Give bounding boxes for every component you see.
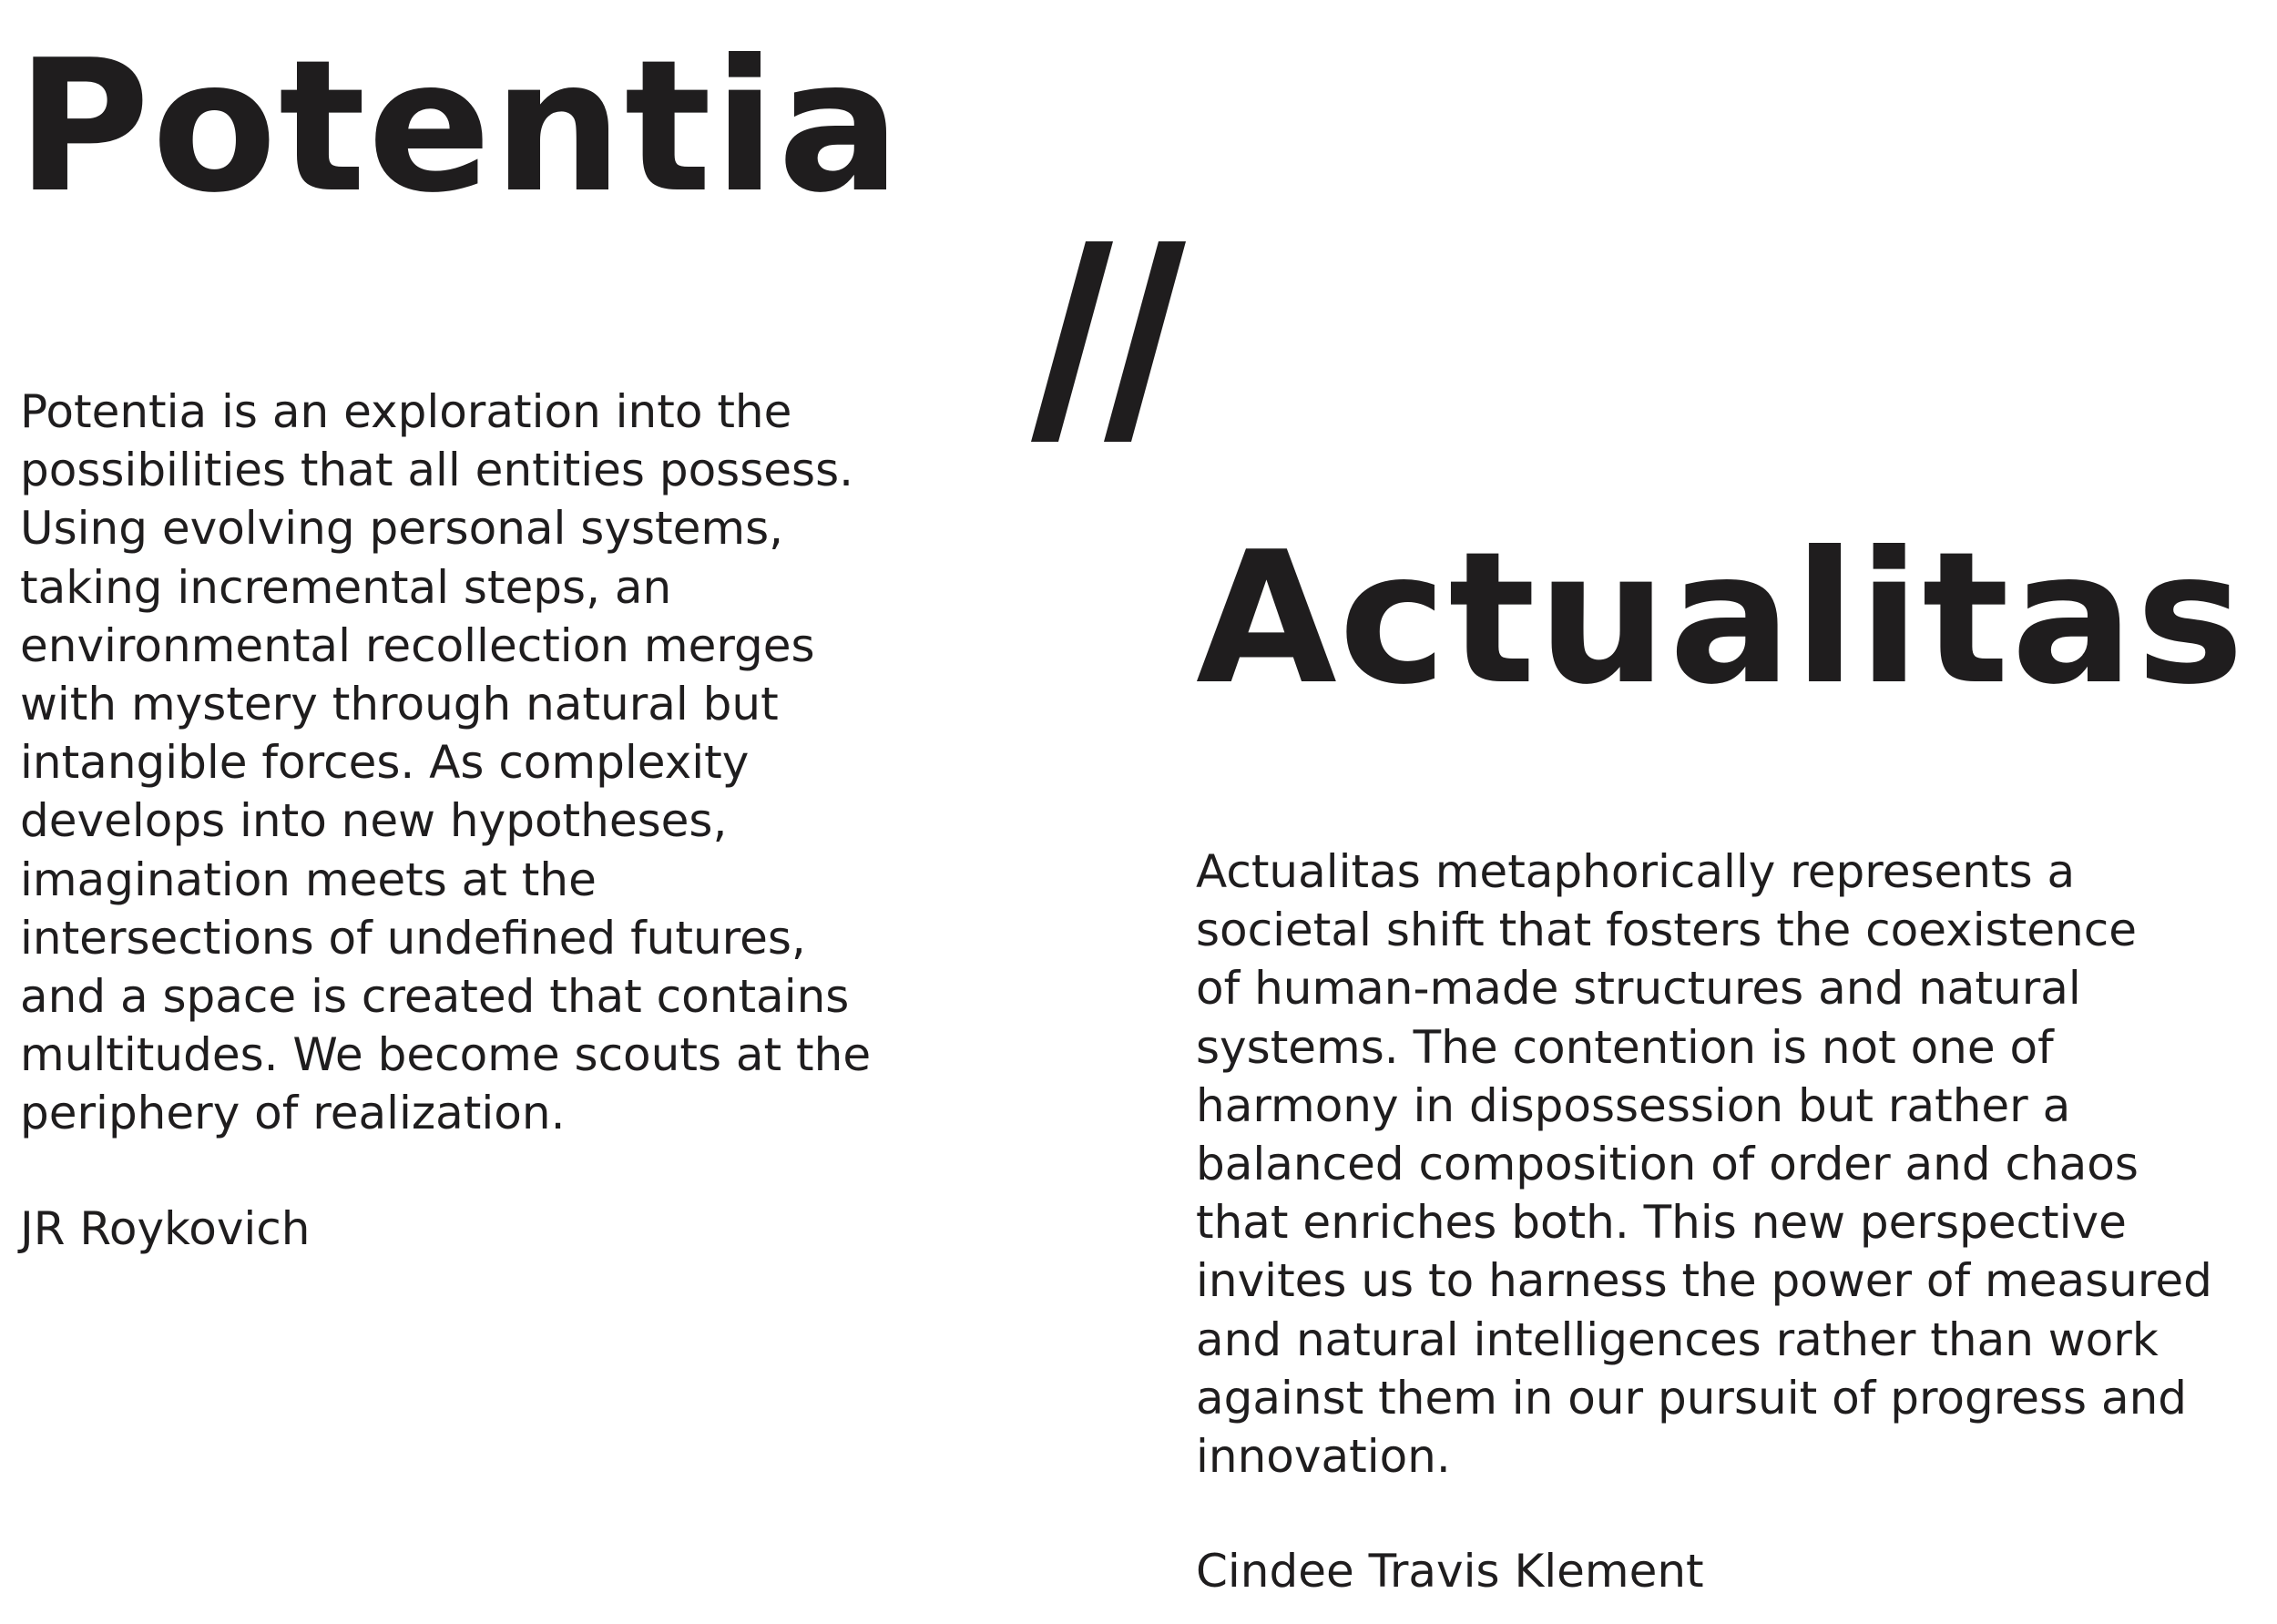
slash-mark (1104, 241, 1186, 442)
body-line: taking incremental steps, an (20, 560, 672, 614)
body-line: multitudes. We become scouts at the (20, 1028, 872, 1082)
body-line: Using evolving personal systems, (20, 502, 784, 556)
body-line: intangible forces. As complexity (20, 736, 750, 790)
body-line: and natural intelligences rather than work (1196, 1312, 2159, 1366)
author-cindee-travis-klement: Cindee Travis Klement (1196, 1545, 1704, 1598)
body-line: and a space is created that contains (20, 970, 850, 1024)
body-line: invites us to harness the power of measured (1196, 1254, 2212, 1308)
body-line: Actualitas metaphorically represents a (1196, 845, 2076, 898)
body-line: with mystery through natural but (20, 678, 779, 731)
slash-mark (1031, 241, 1113, 442)
body-line: intersections of undefined futures, (20, 911, 806, 965)
body-line: balanced composition of order and chaos (1196, 1138, 2139, 1191)
body-line: systems. The contention is not one of (1196, 1020, 2054, 1074)
author-jr-roykovich: JR Roykovich (20, 1201, 311, 1255)
title-actualitas: Actualitas (1196, 513, 2247, 725)
body-line: that enriches both. This new perspective (1196, 1196, 2127, 1250)
double-slash-divider (1018, 237, 1219, 446)
title-potentia: Potentia (16, 21, 903, 233)
body-line: Potentia is an exploration into the (20, 385, 792, 438)
body-line: harmony in dispossession but rather a (1196, 1078, 2071, 1132)
body-line: against them in our pursuit of progress and (1196, 1371, 2188, 1425)
body-line: develops into new hypotheses, (20, 794, 728, 848)
body-line: environmental recollection merges (20, 618, 815, 672)
actualitas-body (1196, 843, 2271, 1486)
potentia-column (20, 383, 949, 1258)
body-line: periphery of realization. (20, 1087, 566, 1140)
body-line: possibilities that all entities possess. (20, 444, 854, 497)
potentia-body (20, 383, 949, 1143)
actualitas-column (1196, 843, 2271, 1600)
body-line: of human-made structures and natural (1196, 962, 2081, 1016)
body-line: imagination meets at the (20, 853, 597, 906)
body-line: innovation. (1196, 1430, 1451, 1484)
body-line: societal shift that fosters the coexistence (1196, 904, 2137, 957)
